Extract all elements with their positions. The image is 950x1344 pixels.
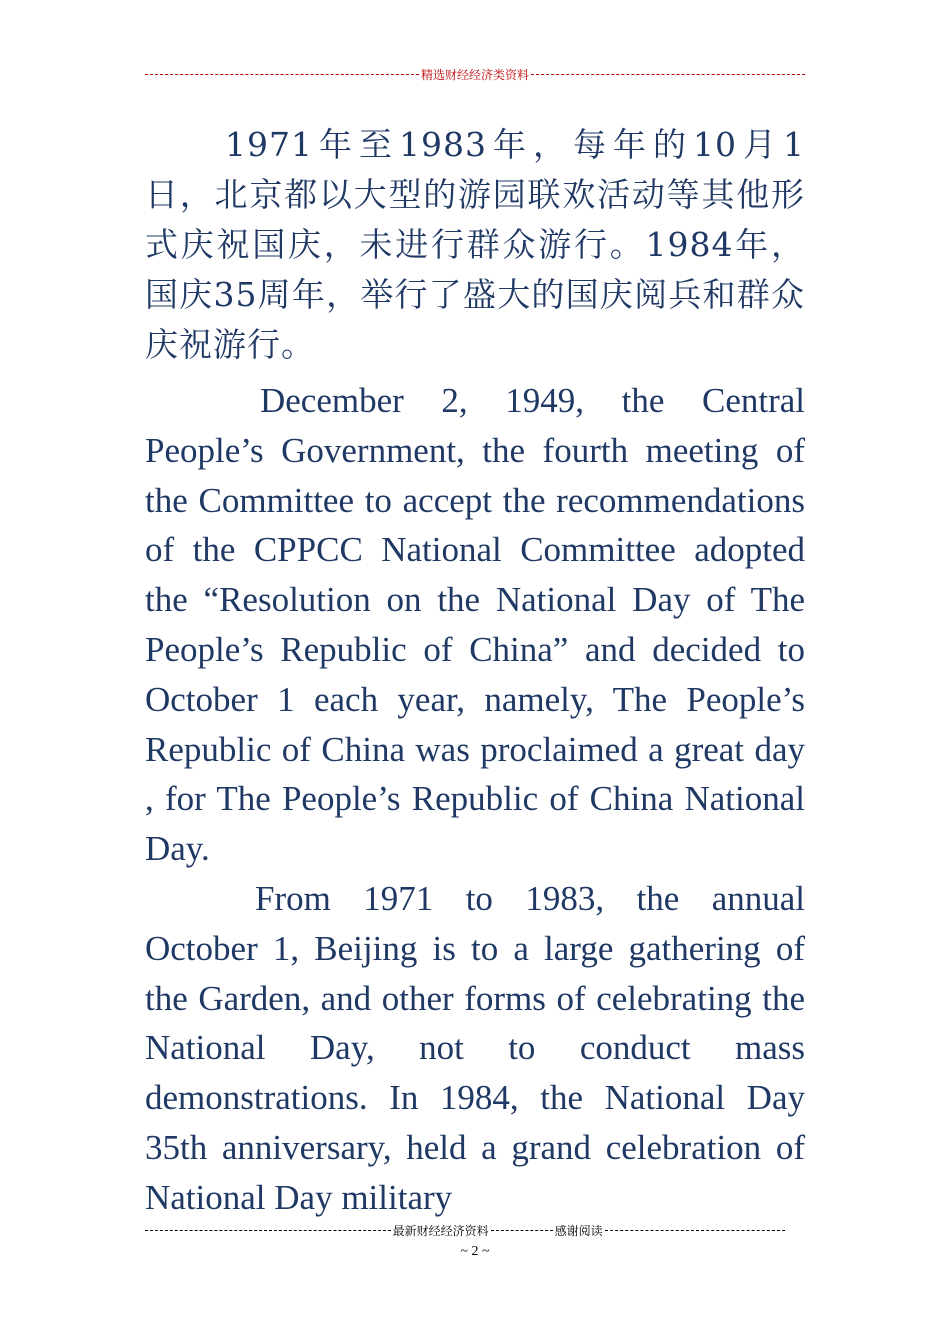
paragraph-english-2: From 1971 to 1983, the annual October 1, Beijing is to a large gathering of the Garden, and other forms of celebrating the National Day, not to conduct mass demonstrations. In 1984, the National Day 35th anniversary, held a grand celebration of National Day military <box>145 878 805 1217</box>
page-footer <box>145 1222 785 1239</box>
paragraph-english-1: December 2, 1949, the Central People’s Government, the fourth meeting of the Committee to accept the recommendations of the CPPCC National Committee adopted the “Resolution on the National Day of The People’s Republic of China” and decided to October 1 each year, namely, The People’s Republic of China was proclaimed a great day , for The People’s Republic of China National Day. <box>145 381 805 869</box>
header-dash-left <box>145 74 419 75</box>
page-number: ~ 2 ~ <box>460 1244 490 1259</box>
paragraph-chinese: 1971年至1983年，每年的10月1日，北京都以大型的游园联欢活动等其他形式庆祝国庆，未进行群众游行。1984年，国庆35周年，举行了盛大的国庆阅兵和群众庆祝游行。 <box>145 125 805 364</box>
header-title: 精选财经经济类资料 <box>421 68 530 82</box>
header-dash-right <box>531 74 805 75</box>
footer-right-text: 感谢阅读 <box>554 1224 603 1238</box>
footer-dash-3 <box>605 1230 785 1231</box>
footer-dash-1 <box>145 1230 391 1231</box>
page-body <box>145 120 805 1223</box>
page-header <box>145 66 805 83</box>
footer-left-text: 最新财经经济资料 <box>392 1224 489 1238</box>
footer-dash-2 <box>491 1230 553 1231</box>
